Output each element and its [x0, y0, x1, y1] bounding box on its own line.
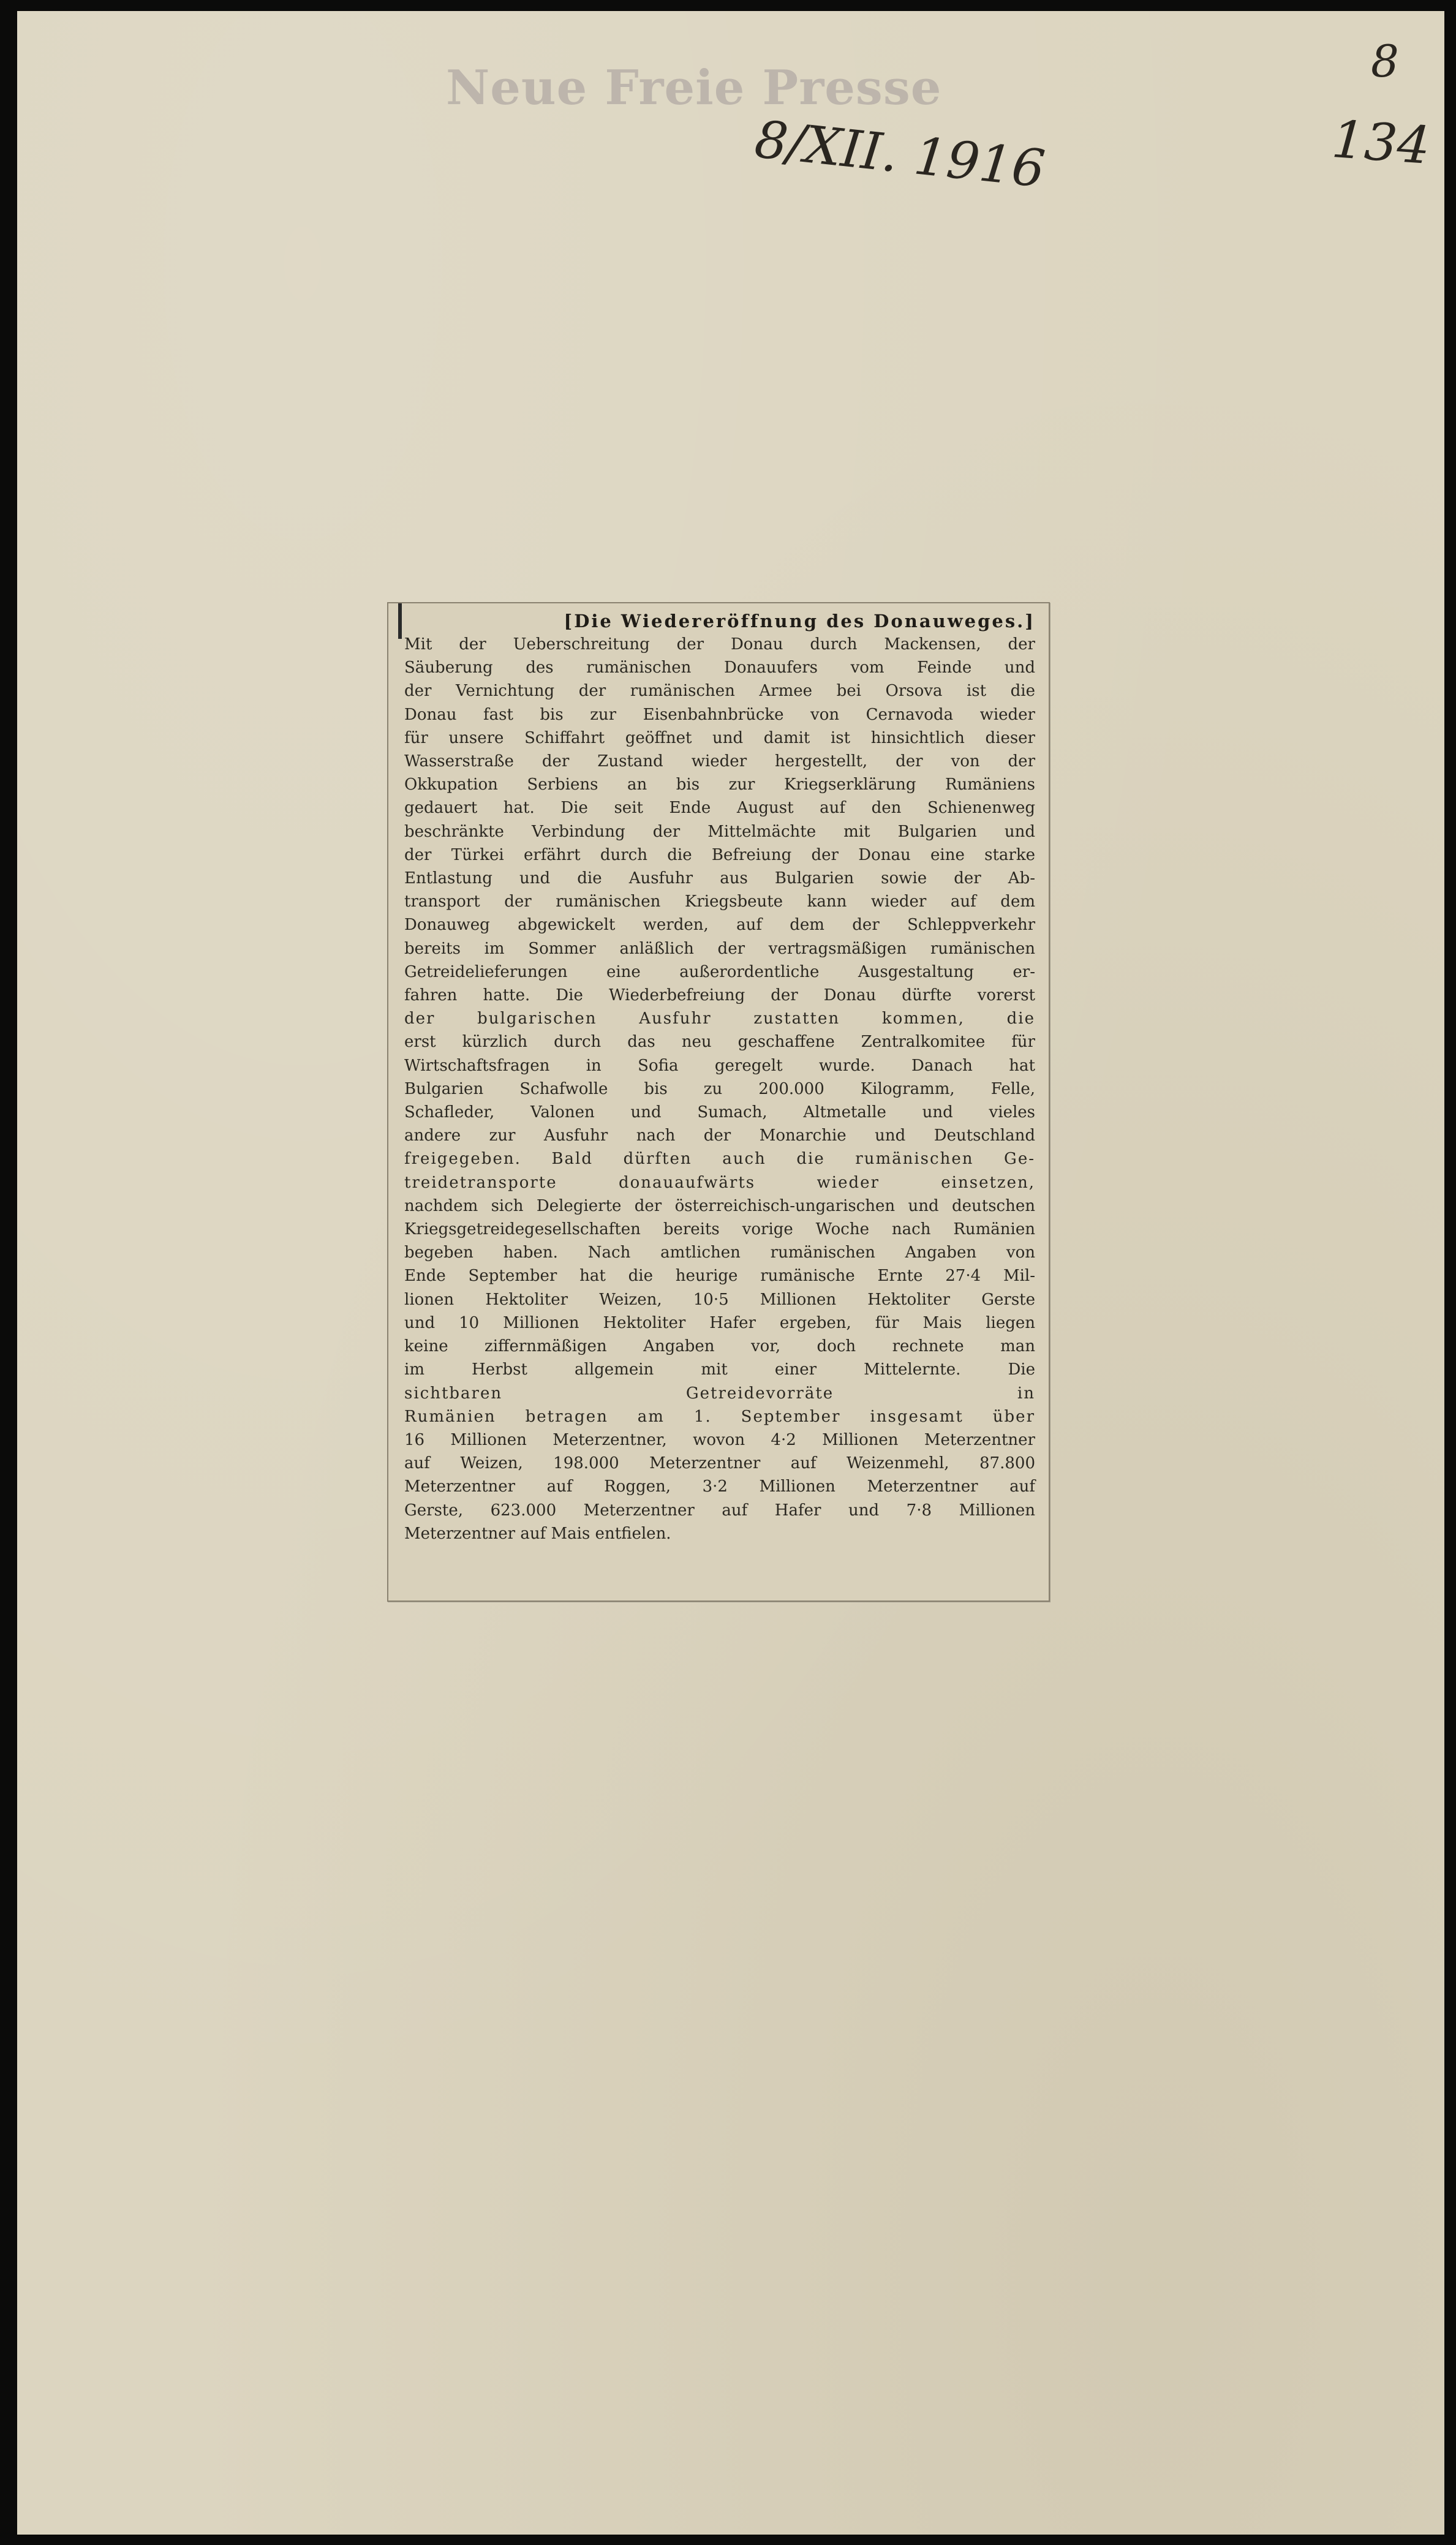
- article-line: Donauweg abgewickelt werden, auf dem der Schleppverkehr: [404, 916, 1035, 935]
- article-line: Wasserstraße der Zustand wieder hergestellt, der von der: [404, 752, 1035, 771]
- handwritten-date: 8/XII. 1916: [752, 109, 1048, 200]
- article-line: Wirtschaftsfragen in Sofia geregelt wurde. Danach hat: [404, 1056, 1035, 1075]
- article-line: bereits im Sommer anläßlich der vertragsmäßigen rumänischen: [404, 939, 1035, 958]
- article-line: Meterzentner auf Roggen, 3·2 Millionen Meterzentner auf: [404, 1477, 1035, 1496]
- article-line: lionen Hektoliter Weizen, 10·5 Millionen Hektoliter Gerste: [404, 1290, 1035, 1309]
- article-line: beschränkte Verbindung der Mittelmächte mit Bulgarien und: [404, 822, 1035, 841]
- article-line: und 10 Millionen Hektoliter Hafer ergeben, für Mais liegen: [404, 1313, 1035, 1332]
- article-line: Rumänien betragen am 1. September insgesamt über: [404, 1407, 1035, 1426]
- article-line: Gerste, 623.000 Meterzentner auf Hafer und 7·8 Millionen: [404, 1501, 1035, 1520]
- article-line: andere zur Ausfuhr nach der Monarchie und Deutschland: [404, 1126, 1035, 1145]
- article-line: der Türkei erfährt durch die Befreiung der Donau eine starke: [404, 845, 1035, 864]
- article-body: [404, 633, 1035, 1545]
- article-line: der bulgarischen Ausfuhr zustatten kommen, die: [404, 1009, 1035, 1028]
- article-line: der Vernichtung der rumänischen Armee bei Orsova ist die: [404, 682, 1035, 701]
- article-line: Donau fast bis zur Eisenbahnbrücke von Cernavoda wieder: [404, 705, 1035, 724]
- article-line: nachdem sich Delegierte der österreichisch-ungarischen und deutschen: [404, 1196, 1035, 1215]
- article-line: Entlastung und die Ausfuhr aus Bulgarien sowie der Ab-: [404, 869, 1035, 888]
- article-line: freigegeben. Bald dürften auch die rumänischen Ge-: [404, 1150, 1035, 1169]
- clipping-column-rule: [398, 603, 402, 639]
- article-line: Meterzentner auf Mais entfielen.: [404, 1524, 671, 1543]
- article-line: begeben haben. Nach amtlichen rumänischen Angaben von: [404, 1243, 1035, 1262]
- article-title: [Die Wiedereröffnung des Donauweges.]: [564, 611, 1035, 632]
- article-line: fahren hatte. Die Wiederbefreiung der Donau dürfte vorerst: [404, 986, 1035, 1005]
- handwritten-page-number: 8: [1371, 36, 1399, 87]
- article-line: Ende September hat die heurige rumänische Ernte 27·4 Mil-: [404, 1267, 1035, 1286]
- article-line: Säuberung des rumänischen Donauufers vom Feinde und: [404, 658, 1035, 677]
- article-line: 16 Millionen Meterzentner, wovon 4·2 Millionen Meterzentner: [404, 1430, 1035, 1449]
- article-line: gedauert hat. Die seit Ende August auf den Schienenweg: [404, 799, 1035, 818]
- article-line: treidetransporte donauaufwärts wieder einsetzen,: [404, 1173, 1035, 1192]
- article-line: Getreidelieferungen eine außerordentliche Ausgestaltung er-: [404, 962, 1035, 981]
- article-line: sichtbaren Getreidevorräte in: [404, 1384, 1035, 1403]
- article-line: erst kürzlich durch das neu geschaffene Zentralkomitee für: [404, 1033, 1035, 1052]
- newspaper-stamp: Neue Freie Presse: [446, 60, 942, 116]
- article-line: Okkupation Serbiens an bis zur Kriegserklärung Rumäniens: [404, 775, 1035, 794]
- article-line: Bulgarien Schafwolle bis zu 200.000 Kilogramm, Felle,: [404, 1079, 1035, 1098]
- article-line: Kriegsgetreidegesellschaften bereits vorige Woche nach Rumänien: [404, 1220, 1035, 1239]
- article-line: keine ziffernmäßigen Angaben vor, doch rechnete man: [404, 1337, 1035, 1356]
- article-line: Schafleder, Valonen und Sumach, Altmetalle und vieles: [404, 1103, 1035, 1122]
- article-line: transport der rumänischen Kriegsbeute kann wieder auf dem: [404, 892, 1035, 911]
- handwritten-folio-number: 134: [1330, 109, 1432, 176]
- article-line: auf Weizen, 198.000 Meterzentner auf Weizenmehl, 87.800: [404, 1454, 1035, 1473]
- article-line: Mit der Ueberschreitung der Donau durch Mackensen, der: [404, 635, 1035, 654]
- article-line: für unsere Schiffahrt geöffnet und damit ist hinsichtlich dieser: [404, 728, 1035, 747]
- newspaper-clipping: [387, 602, 1050, 1602]
- article-line: im Herbst allgemein mit einer Mittelernte. Die: [404, 1360, 1035, 1379]
